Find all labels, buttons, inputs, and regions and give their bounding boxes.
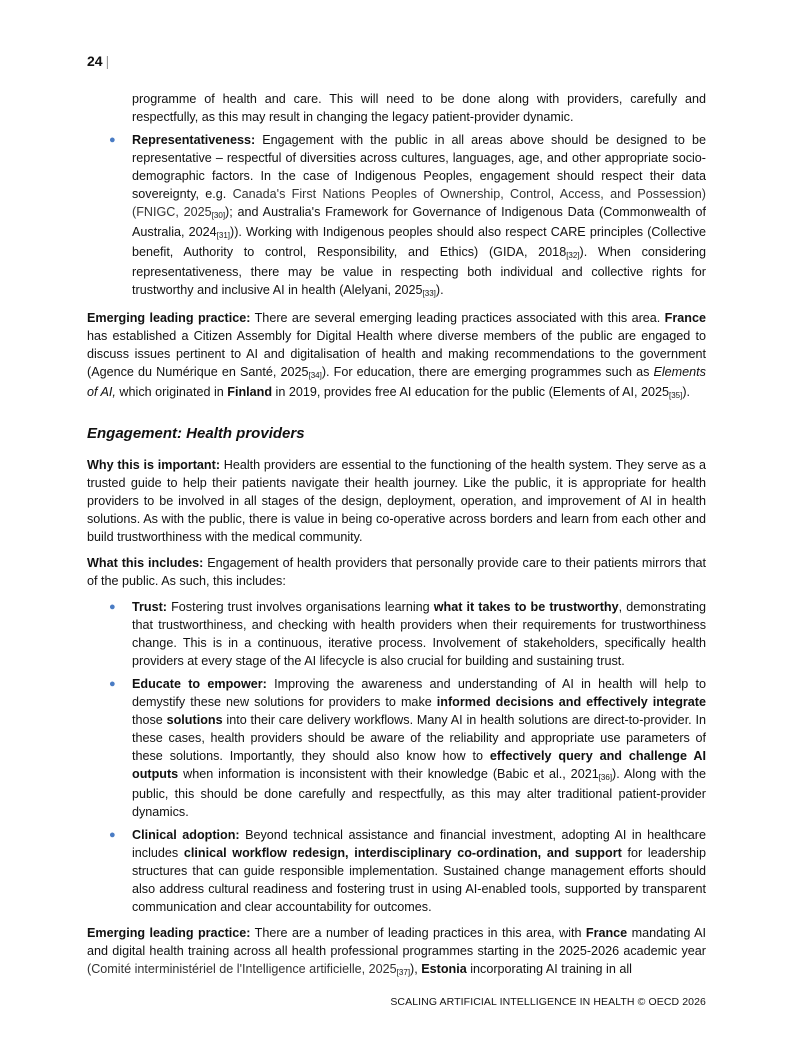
page-content bbox=[87, 90, 706, 988]
bullet-icon: ● bbox=[109, 601, 116, 613]
paragraph-label: What this includes: bbox=[87, 556, 204, 570]
reference-marker[interactable]: [37] bbox=[396, 968, 411, 977]
citation-link[interactable]: (Comité interministériel de l'Intelligence artificielle, 2025 bbox=[87, 962, 397, 976]
reference-marker[interactable]: [36] bbox=[598, 773, 613, 782]
bullet-clinical: ● Clinical adoption: Beyond technical assistance and financial investment, adopting AI in healthcare includes clinical workflow redesign, interdisciplinary co-ordination, and support for leadership structures that can guide responsible implementation. Sustained change management efforts should also address cultural readiness and fostering trust in using AI-enabled tools, supported by transparent communication and clear accountability for outcomes. bbox=[109, 828, 706, 914]
why-important-paragraph: Why this is important: Health providers are essential to the functioning of the health system. They serve as a trusted guide to help their patients navigate their health journey. Like the public, it is appropriate for health providers to be involved in all stages of the design, deployment, operation, and improvement of AI in health solutions. As with the public, there is value in being co-operative across borders and learn from each other and build trustworthiness with the medical community. bbox=[87, 458, 707, 544]
bullet-icon: ● bbox=[109, 829, 116, 841]
reference-marker[interactable]: [34] bbox=[308, 371, 322, 380]
country-name: Finland bbox=[227, 385, 273, 399]
paragraph-label: Emerging leading practice: bbox=[87, 926, 251, 940]
reference-marker[interactable]: [30] bbox=[211, 211, 226, 220]
bullet-label: Trust: bbox=[132, 600, 167, 614]
bullet-icon: ● bbox=[109, 134, 116, 146]
country-name: France bbox=[664, 311, 706, 325]
bullet-icon: ● bbox=[109, 678, 116, 690]
paragraph-label: Emerging leading practice: bbox=[87, 311, 251, 325]
section-heading: Engagement: Health providers bbox=[87, 425, 305, 442]
page-number: 24 bbox=[87, 53, 103, 69]
page-separator: | bbox=[105, 53, 110, 69]
program-title: Elements of AI, bbox=[87, 365, 706, 399]
bullet-educate: ● Educate to empower: Improving the awareness and understanding of AI in health will help to demystify these new solutions for providers to make informed decisions and effectively integrate those solutions into their care delivery workflows. Many AI in health solutions are direct-to-provider. In these cases, health providers should be aware of the reliability and appropriate use parameters of these solutions. Importantly, they should also know how to effectively query and challenge AI outputs when information is inconsistent with their knowledge (Babic et al., $2021_{[36]}$). Along with the public, this should be done carefully and respectfully, as this may alter traditional patient-provider dynamics. bbox=[109, 677, 706, 819]
what-includes-paragraph: What this includes: Engagement of health providers that personally provide care to their patients mirrors that of the public. As such, this includes: bbox=[87, 556, 706, 588]
bullet-list-public bbox=[87, 131, 706, 301]
reference-marker[interactable]: [32] bbox=[566, 251, 580, 260]
bullet-label: Educate to empower: bbox=[132, 677, 267, 691]
reference-marker[interactable]: [35] bbox=[668, 391, 683, 400]
country-name: Estonia bbox=[421, 962, 467, 976]
bullet-representativeness: ● Representativeness: Engagement with the public in all areas above should be designed to be representative – respectful of diversities across cultures, languages, age, and other appropriate socio-demographic factors. In the case of Indigenous Peoples, engagement should respect their data sovereignty, e.g. Canada's First Nations Peoples of Ownership, Control, Access, and Possession) (FNIGC, $2025_{[30]}$); and Australia's Framework for Governance of Indigenous Data (Commonwealth of Australia, $2024_{[31]}$)). Working with Indigenous peoples should also respect CARE principles (Collective benefit, Authority to control, Responsibility, and Ethics) (GIDA, $2018_{[32]}$). When considering representativeness, there may be value in respecting both individual and collective rights for trustworthy and inclusive AI in health (Alelyani, $2025_{[33]}$). bbox=[109, 133, 707, 298]
page-footer: SCALING ARTIFICIAL INTELLIGENCE IN HEALTH © OECD 2026 bbox=[390, 996, 706, 1008]
page-header bbox=[87, 53, 109, 69]
emerging-practice-paragraph-2: Emerging leading practice: There are a number of leading practices in this area, with France mandating AI and digital health training across all health professional programmes starting in the 2025-2026 academic year (Comité interministériel de l'Intelligence artificielle, $2025_{[37]}$), Estonia incorporating AI training in all bbox=[87, 926, 707, 977]
bullet-label: Representativeness: bbox=[132, 133, 256, 147]
continuation-paragraph: programme of health and care. This will need to be done along with providers, carefully and respectfully, as this may result in changing the legacy patient-provider dynamic. bbox=[132, 92, 706, 124]
paragraph-label: Why this is important: bbox=[87, 458, 221, 472]
bullet-list-providers bbox=[87, 598, 706, 916]
reference-marker[interactable]: [33] bbox=[422, 289, 436, 298]
reference-marker[interactable]: [31] bbox=[216, 231, 231, 240]
country-name: France bbox=[585, 926, 628, 940]
emerging-practice-paragraph-1: Emerging leading practice: There are several emerging leading practices associated with this area. France has established a Citizen Assembly for Digital Health where diverse members of the public are engaged to discuss issues pertinent to AI and digitalisation of health and making recommendations to the government (Agence du Numérique en Santé, $2025_{[34]}$). For education, there are emerging programmes such as Elements of AI, which originated in Finland in 2019, provides free AI education for the public (Elements of AI, $2025_{[35]}$). bbox=[87, 311, 706, 400]
bullet-trust: ● Trust: Fostering trust involves organisations learning what it takes to be trustworthy, demonstrating that trustworthiness, and checking with health providers when their requirements for trustworthiness change. This is in a continuous, iterative process. Involvement of stakeholders, specifically health providers at every stage of the AI lifecycle is also crucial for building and sustaining trust. bbox=[109, 600, 707, 668]
citation-link[interactable]: Canada's First Nations Peoples of Ownership, Control, Access, and Possession) (FNIGC, 2025 bbox=[132, 187, 706, 219]
bullet-label: Clinical adoption: bbox=[132, 828, 240, 842]
